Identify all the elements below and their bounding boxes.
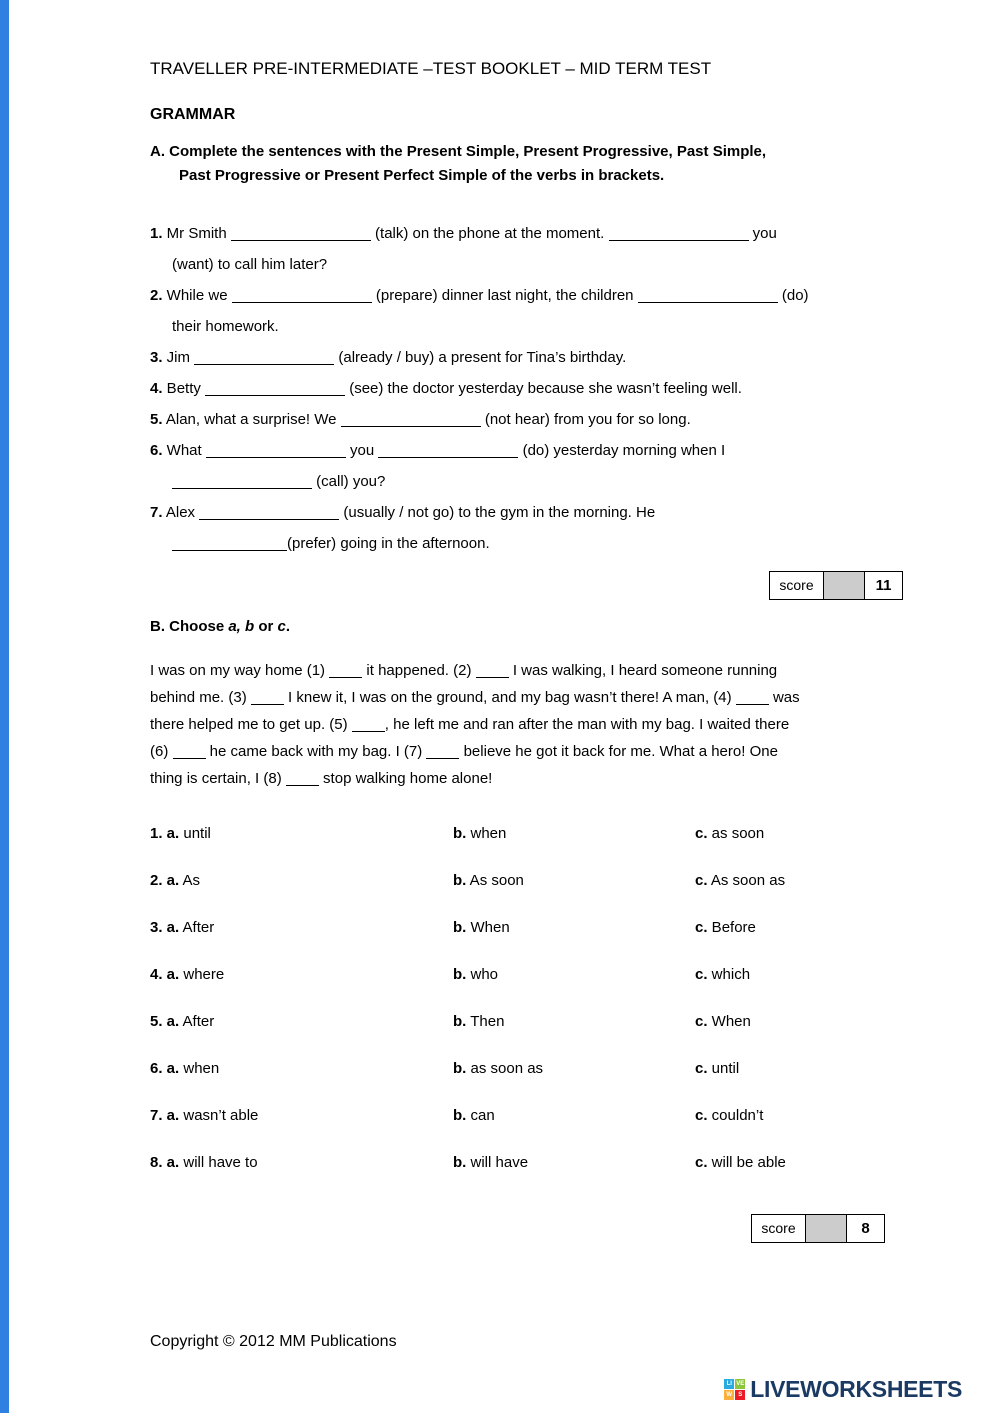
sectionB-heading bbox=[150, 618, 918, 635]
sentence-item bbox=[150, 404, 918, 435]
answer-blank[interactable] bbox=[172, 536, 287, 551]
sentence-item bbox=[150, 342, 918, 373]
option-b[interactable]: b. When bbox=[453, 919, 510, 936]
page-edge-accent bbox=[0, 0, 9, 1413]
option-c[interactable]: c. which bbox=[695, 966, 751, 983]
score-value: 11 bbox=[875, 577, 892, 594]
sentence-number: 7. bbox=[150, 504, 163, 521]
sentence-line: 2. While we (prepare) dinner last night, the children (do) bbox=[150, 287, 809, 304]
sentence-line: 3. Jim (already / buy) a present for Tina’s birthday. bbox=[150, 349, 627, 366]
heading-segment: c bbox=[277, 618, 286, 635]
logo-square: W bbox=[724, 1390, 734, 1400]
score-box-b bbox=[751, 1214, 885, 1243]
option-a[interactable]: 5. a. After bbox=[150, 1013, 215, 1030]
answer-blank[interactable] bbox=[476, 663, 509, 678]
heading-segment: B. Choose bbox=[150, 618, 229, 635]
paragraph-line: there helped me to get up. (5) , he left me and ran after the man with my bag. I waited there bbox=[150, 716, 790, 733]
sectionB-paragraph bbox=[150, 657, 918, 792]
sectionA-items bbox=[150, 218, 918, 559]
answer-blank[interactable] bbox=[206, 443, 346, 458]
answer-blank[interactable] bbox=[251, 690, 284, 705]
answer-blank[interactable] bbox=[352, 717, 385, 732]
sentence-item bbox=[150, 280, 918, 342]
option-b[interactable]: b. as soon as bbox=[453, 1060, 544, 1077]
option-row bbox=[150, 1104, 918, 1127]
option-a[interactable]: 4. a. where bbox=[150, 966, 225, 983]
option-c[interactable]: c. couldn’t bbox=[695, 1107, 764, 1124]
sectionA-instruction-line1: A. Complete the sentences with the Present Simple, Present Progressive, Past Simple, bbox=[150, 143, 767, 160]
heading-segment: or bbox=[254, 618, 278, 635]
option-row bbox=[150, 869, 918, 892]
score-entry-cell bbox=[806, 1215, 847, 1242]
option-b[interactable]: b. can bbox=[453, 1107, 495, 1124]
answer-blank[interactable] bbox=[205, 381, 345, 396]
option-c[interactable]: c. will be able bbox=[695, 1154, 786, 1171]
option-c[interactable]: c. as soon bbox=[695, 825, 765, 842]
score-entry-cell bbox=[824, 572, 865, 599]
sentence-item bbox=[150, 435, 918, 497]
answer-blank[interactable] bbox=[172, 474, 312, 489]
paragraph-line: behind me. (3) I knew it, I was on the ground, and my bag wasn’t there! A man, (4) was bbox=[150, 689, 800, 706]
sectionB-score-row bbox=[150, 1214, 885, 1243]
sentence-continuation: (prefer) going in the afternoon. bbox=[150, 528, 918, 559]
logo-square: LI bbox=[724, 1379, 734, 1389]
option-b[interactable]: b. As soon bbox=[453, 872, 524, 889]
score-label: score bbox=[770, 572, 824, 599]
sentence-line: 6. What you (do) yesterday morning when I bbox=[150, 442, 726, 459]
sentence-line: 1. Mr Smith (talk) on the phone at the moment. you bbox=[150, 225, 777, 242]
option-row bbox=[150, 1010, 918, 1033]
sentence-line: 7. Alex (usually / not go) to the gym in the morning. He bbox=[150, 504, 656, 521]
option-a[interactable]: 2. a. As bbox=[150, 872, 201, 889]
sectionA-instruction-line2: Past Progressive or Present Perfect Simple of the verbs in brackets. bbox=[179, 167, 665, 184]
option-c[interactable]: c. until bbox=[695, 1060, 740, 1077]
sentence-number: 2. bbox=[150, 287, 163, 304]
option-b[interactable]: b. when bbox=[453, 825, 507, 842]
sentence-item bbox=[150, 218, 918, 280]
score-label: score bbox=[752, 1215, 806, 1242]
paragraph-line: (6) he came back with my bag. I (7) believe he got it back for me. What a hero! One bbox=[150, 743, 778, 760]
option-c[interactable]: c. When bbox=[695, 1013, 751, 1030]
answer-blank[interactable] bbox=[286, 771, 319, 786]
option-a[interactable]: 1. a. until bbox=[150, 825, 211, 842]
sectionA-score-row bbox=[150, 571, 903, 600]
answer-blank[interactable] bbox=[378, 443, 518, 458]
logo-square: S bbox=[735, 1390, 745, 1400]
score-box-a bbox=[769, 571, 903, 600]
answer-blank[interactable] bbox=[194, 350, 334, 365]
option-row bbox=[150, 1057, 918, 1080]
answer-blank[interactable] bbox=[638, 288, 778, 303]
sentence-number: 4. bbox=[150, 380, 163, 397]
answer-blank[interactable] bbox=[329, 663, 362, 678]
option-a[interactable]: 6. a. when bbox=[150, 1060, 220, 1077]
answer-blank[interactable] bbox=[173, 744, 206, 759]
sentence-item bbox=[150, 497, 918, 559]
option-a[interactable]: 3. a. After bbox=[150, 919, 215, 936]
sentence-number: 6. bbox=[150, 442, 163, 459]
sentence-number: 5. bbox=[150, 411, 163, 428]
option-row bbox=[150, 963, 918, 986]
option-b[interactable]: b. Then bbox=[453, 1013, 505, 1030]
paragraph-line: thing is certain, I (8) stop walking home alone! bbox=[150, 770, 493, 787]
answer-blank[interactable] bbox=[736, 690, 769, 705]
option-b[interactable]: b. who bbox=[453, 966, 499, 983]
option-a[interactable]: 7. a. wasn’t able bbox=[150, 1107, 259, 1124]
page-title: TRAVELLER PRE-INTERMEDIATE –TEST BOOKLET – MID TERM TEST bbox=[150, 59, 712, 78]
liveworksheets-brand-text: LIVEWORKSHEETS bbox=[750, 1376, 962, 1402]
sentence-continuation: their homework. bbox=[172, 318, 279, 335]
option-row bbox=[150, 822, 918, 845]
option-a[interactable]: 8. a. will have to bbox=[150, 1154, 258, 1171]
option-row bbox=[150, 1151, 918, 1174]
sentence-number: 1. bbox=[150, 225, 163, 242]
grammar-heading: GRAMMAR bbox=[150, 106, 236, 123]
copyright-text: Copyright © 2012 MM Publications bbox=[150, 1333, 397, 1350]
sectionA-instructions bbox=[150, 140, 918, 188]
answer-blank[interactable] bbox=[426, 744, 459, 759]
sentence-continuation: (call) you? bbox=[150, 466, 918, 497]
sentence-continuation: (want) to call him later? bbox=[172, 256, 328, 273]
option-row bbox=[150, 916, 918, 939]
heading-segment: . bbox=[285, 618, 291, 635]
logo-square: VE bbox=[736, 1381, 745, 1387]
paragraph-line: I was on my way home (1) it happened. (2) I was walking, I heard someone running bbox=[150, 662, 778, 679]
liveworksheets-icon bbox=[724, 1379, 745, 1400]
sentence-line: 5. Alan, what a surprise! We (not hear) from you for so long. bbox=[150, 411, 691, 428]
option-b[interactable]: b. will have bbox=[453, 1154, 529, 1171]
answer-blank[interactable] bbox=[609, 226, 749, 241]
answer-blank[interactable] bbox=[341, 412, 481, 427]
answer-blank[interactable] bbox=[231, 226, 371, 241]
option-c[interactable]: c. Before bbox=[695, 919, 756, 936]
sentence-number: 3. bbox=[150, 349, 163, 366]
heading-segment: a, b bbox=[228, 618, 255, 635]
liveworksheets-logo[interactable] bbox=[724, 1376, 962, 1403]
options-table bbox=[150, 822, 918, 1174]
score-value: 8 bbox=[861, 1220, 870, 1237]
answer-blank[interactable] bbox=[232, 288, 372, 303]
option-c[interactable]: c. As soon as bbox=[695, 872, 786, 889]
answer-blank[interactable] bbox=[199, 505, 339, 520]
sentence-item bbox=[150, 373, 918, 404]
sentence-line: 4. Betty (see) the doctor yesterday because she wasn’t feeling well. bbox=[150, 380, 742, 397]
